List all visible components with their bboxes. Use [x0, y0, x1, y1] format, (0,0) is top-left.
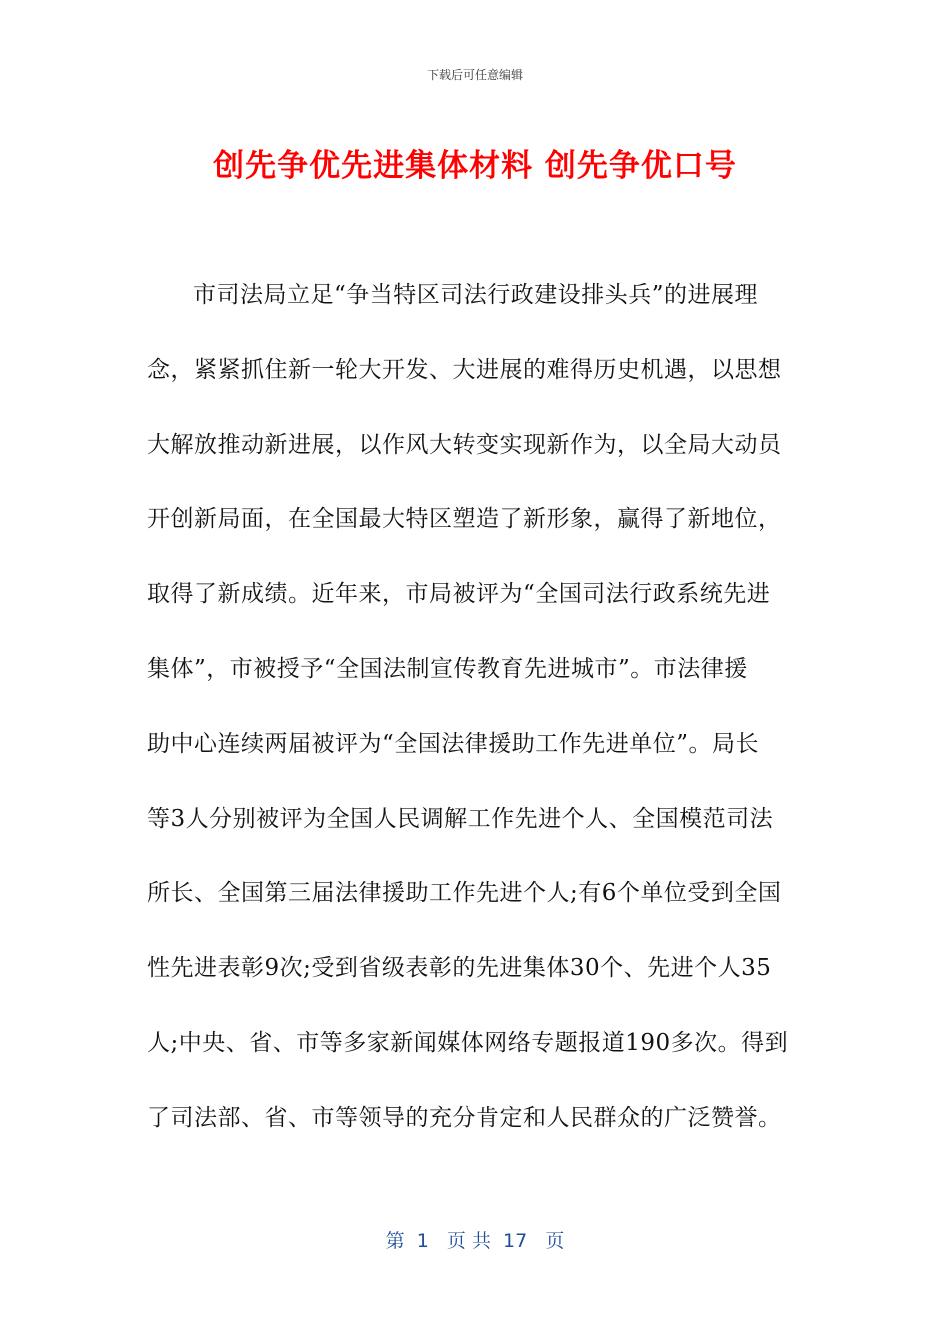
body-line: 助中心连续两届被评为“全国法律援助工作先进单位”。局长: [147, 730, 760, 757]
body-line: 取得了新成绩。近年来，市局被评为“全国司法行政系统先进: [147, 581, 771, 608]
body-line: 等3人分别被评为全国人民调解工作先进个人、全国模范司法: [147, 805, 774, 832]
body-line: 市司法局立足“争当特区司法行政建设排头兵”的进展理: [193, 282, 759, 308]
page-number: 第 1 页 共 17 页: [385, 1230, 565, 1252]
body-line: 开创新局面，在全国最大特区塑造了新形象，赢得了新地位，: [147, 506, 782, 533]
body-paragraph: [147, 273, 803, 1171]
body-line: 念，紧紧抓住新一轮大开发、大进展的难得历史机遇，以思想: [147, 356, 782, 383]
header-note: 下载后可任意编辑: [426, 68, 523, 82]
body-line: 所长、全国第三届法律援助工作先进个人;有6个单位受到全国: [147, 880, 782, 907]
body-line: 集体”，市被授予“全国法制宣传教育先进城市”。市法律援: [147, 655, 748, 682]
body-line: 性先进表彰9次;受到省级表彰的先进集体30个、先进个人35: [147, 955, 772, 982]
body-line: 人;中央、省、市等多家新闻媒体网络专题报道190多次。得到: [147, 1029, 789, 1056]
body-line: 大解放推动新进展，以作风大转变实现新作为，以全局大动员: [147, 431, 782, 458]
body-line: 了司法部、省、市等领导的充分肯定和人民群众的广泛赞誉。: [147, 1104, 782, 1131]
document-title: 创先争优先进集体材料 创先争优口号: [213, 148, 737, 184]
